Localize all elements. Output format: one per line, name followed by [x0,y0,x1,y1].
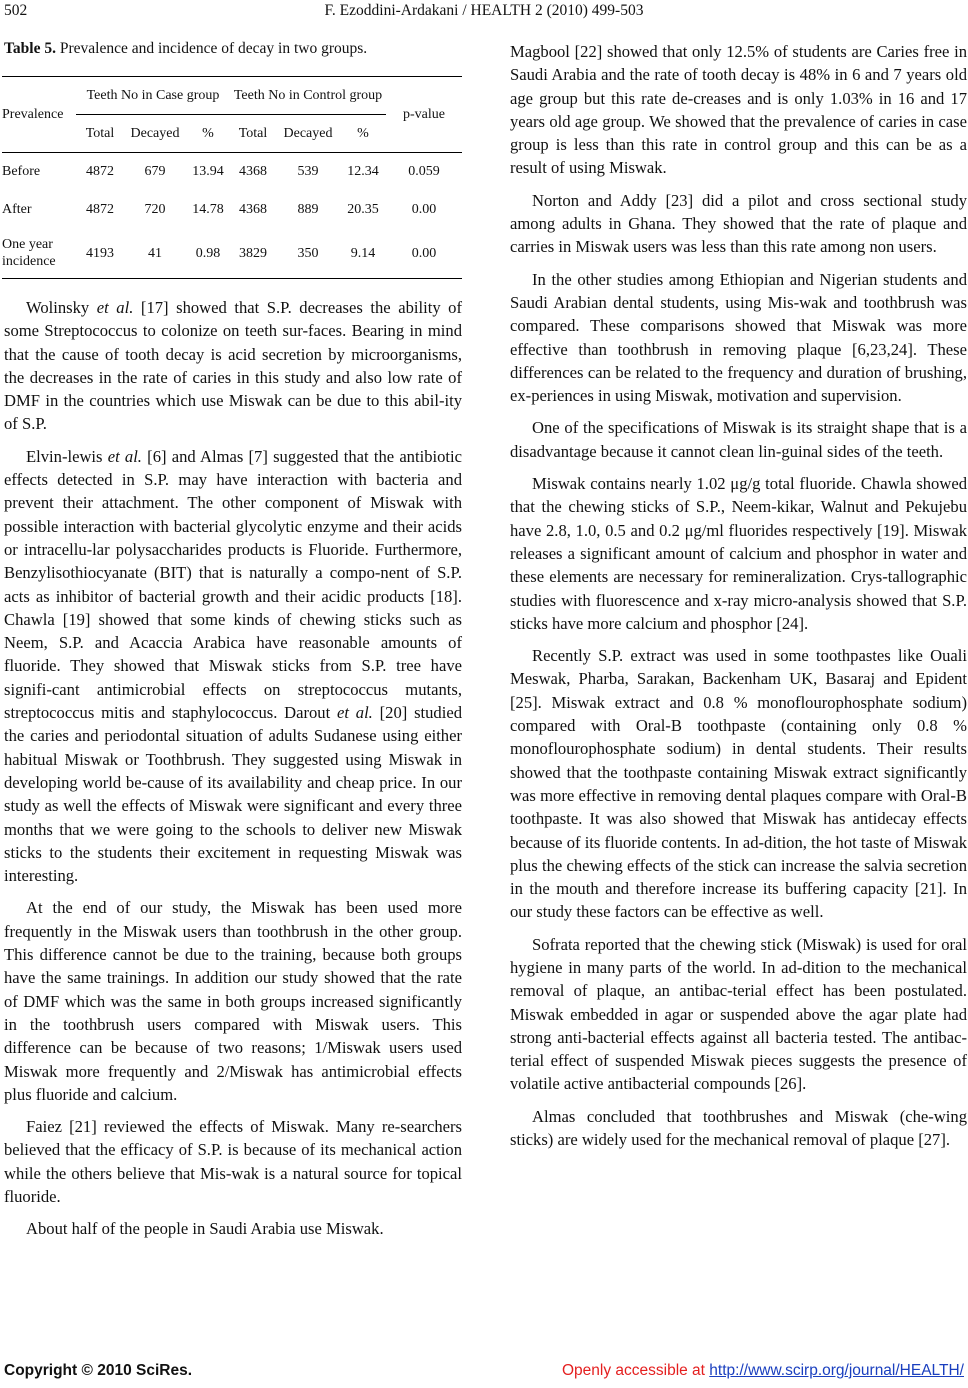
paragraph: Norton and Addy [23] did a pilot and cross sectional study among adults in Ghana. They showed that the rate of plaque and carries in Miswak users was less than this rate among non users. [510,190,967,257]
row-label [2,229,76,279]
cell: 539 [297,164,319,180]
text-run: [17] showed that S.P. decreases the ability of some Streptococcus to colonize on teeth sur-faces. Bearing in mind that the cause of tooth decay is acid secretion by microorganisms, the decreases in the rate of caries in this study and also low rate of DMF in the countries which use Miswak can be due to this abil-ity of S.P. [4,298,462,434]
header-control-group: Teeth No in Control group [230,77,386,115]
row-label-line: One year [2,237,53,253]
open-access-notice [562,1362,964,1380]
row-label: After [2,202,32,217]
table-row [2,153,462,191]
text-run: Elvin-lewis [26,446,108,466]
sub-header-pct: % [202,126,214,141]
paragraph [4,445,462,888]
text-run-italic: et al. [96,298,134,317]
header-pvalue: p-value [386,77,462,153]
table-caption-text: Prevalence and incidence of decay in two groups. [55,40,368,57]
cell: 4872 [86,202,114,217]
cell: 350 [297,245,319,261]
header-prevalence: Prevalence [2,77,76,153]
paragraph: Magbool [22] showed that only 12.5% of students are Caries free in Saudi Arabia and the rate of tooth decay is 48% in 6 and 7 years old age group but this rate de-creases and is only 1.03% in 16 and 17 years old age group. We showed that the prevalence of caries in case group is less than this rate in control group and this can be as a result of using Miswak. [510,42,967,178]
paragraph: One of the specifications of Miswak is its straight shape that is a disadvantage because it cannot clean lin-guinal sides of the teeth. [510,418,967,461]
cell: 679 [144,164,166,180]
left-column [4,296,462,1241]
table-caption-label: Table 5. [4,40,56,57]
cell: 0.00 [411,202,437,217]
cell: 4872 [86,164,114,180]
cell: 20.35 [347,202,379,217]
paragraph: Almas concluded that toothbrushes and Miswak (che-wing sticks) are widely used for the mechanical removal of plaque [27]. [510,1106,967,1150]
copyright-notice: Copyright © 2010 SciRes. [4,1362,193,1379]
row-label: Before [2,164,41,180]
running-head: F. Ezoddini-Ardakani / HEALTH 2 (2010) 499-503 [324,2,644,19]
paragraph: Sofrata reported that the chewing stick (Miswak) is used for oral hygiene in many parts of the world. In ad-dition to the mechanical removal of plaque, an antibac-terial effect has been postulated. Miswak embedded in agar or suspended above the agar plate had strong anti-bacterial effects against all bacteria tested. The antibac-terial effect of suspended Miswak pieces suggests the presence of volatile active antibacterial compounds [26]. [510,934,967,1094]
sub-header-total: Total [85,126,115,141]
cell: 14.78 [192,202,224,217]
paragraph: In the other studies among Ethiopian and Nigerian students and Saudi Arabian dental students, using Mis-wak and toothbrush was compared. These comparisons showed that Miswak was more effective than toothbrush in removing plaque [6,23,24]. These differences can be related to the frequency and duration of brushing, ex-periences in using Miswak, motivation and supervision. [510,269,967,406]
cell: 12.34 [347,164,379,180]
paragraph: About half of the people in Saudi Arabia use Miswak. [26,1219,384,1239]
page-number: 502 [4,2,28,19]
text-run-italic: et al. [337,703,373,723]
paragraph: Miswak contains nearly 1.02 μg/g total fluoride. Chawla showed that the chewing sticks of S.P., Neem-kikar, Walnut and Pekujebu have 2.8, 1.0, 0.5 and 0.2 μg/ml fluorides respectively [19]. Miswak releases a significant amount of calcium and phosphor in water and these elements are necessary for remineralization. Crys-tallographic studies with fluorescence and x-ray micro-analysis showed that S.P. sticks have more calcium and phosphor [24]. [510,474,967,633]
paragraph: Faiez [21] reviewed the effects of Miswak. Many re-searchers believed that the efficacy of S.P. is because of its mechanical action while the others believe that Mis-wak is a natural source for topical fluoride. [4,1117,462,1206]
prevalence-table [2,76,462,279]
cell: 4368 [239,164,267,180]
table-caption [4,40,462,58]
table-row [2,229,462,279]
cell: 3829 [239,245,267,261]
cell: 889 [297,202,319,217]
cell: 4193 [86,245,114,261]
sub-header-decayed: Decayed [130,126,180,141]
header-case-group: Teeth No in Case group [76,77,230,115]
open-access-text: Openly accessible at [561,1362,710,1379]
cell: 0.059 [408,164,440,180]
row-label-line: incidence [2,254,56,270]
cell: 4368 [239,202,267,217]
cell: 0.98 [195,245,221,261]
cell: 9.14 [350,245,376,261]
cell: 41 [148,245,162,261]
cell: 13.94 [192,164,224,180]
sub-header-pct: % [357,126,369,141]
text-run: [6] and Almas [7] suggested that the antibiotic effects detected in S.P. may have interaction with bacteria and prevent their attachment. The other component of Miswak with possible interaction with bacterial glycolytic enzyme and their acids or intracellu-lar polysaccharides products is Fluoride. Furthermore, Benzylisothiocyanate (BIT) that is naturally a compo-nent of S.P. acts as inhibitor of bacterial growth and their acidic products [18]. Chawla [19] showed that some kinds of chewing sticks such as Neem, S.P. and Acaccia Arabica have reasonable amounts of fluoride. They showed that Miswak sticks from S.P. tree have signifi-cant antimicrobial effects on streptococcus mutants, streptococcus mitis and staphylococcus. Darout [4,446,462,723]
right-column [510,40,967,1151]
paragraph: At the end of our study, the Miswak has been used more frequently in the Miswak users than toothbrush in the other group. This difference cannot be due to the training, because both groups have the same trainings. In addition our study showed that the rate of DMF which was the same in both groups increased significantly in the toothbrush users compared with Miswak users. This difference can be because of two reasons; 1/Miswak users used Miswak more frequently and 2/Miswak has antimicrobial effects plus fluoride and calcium. [4,898,462,1104]
cell: 720 [144,202,166,217]
sub-header-total: Total [238,126,268,141]
paragraph [4,296,462,436]
text-run: Wolinsky [26,298,97,317]
cell: 0.00 [411,245,437,261]
text-run-italic: et al. [107,446,142,466]
sub-header-decayed: Decayed [283,126,333,141]
text-run: [20] studied the caries and periodontal situation of adults Sudanese using either habitual Miswak or Toothbrush. They suggested using Miswak in developing world be-cause of its availability and cheap price. In our study as well the effects of Miswak were significant and every three months that we were going to the schools to deliver new Miswak sticks to the students their excitement in requesting Miswak was interesting. [4,703,462,886]
paragraph: Recently S.P. extract was used in some toothpastes like Ouali Meswak, Pharba, Sarakan, Backenham UK, Basaraj and Epident [25]. Miswak extract and 0.8 % monoflourophosphate sodium) compared with Oral-B toothpaste (containing only 0.8 % monoflourophosphate sodium) in dental students. Their results showed that the toothpaste containing Miswak extract significantly was more effective in removing dental plaques compare with Oral-B toothpaste. It was also showed that Miswak has antidecay effects because of its fluoride contents. In ad-dition, the hot taste of Miswak plus the chewing effects of the stick can increase the salvia secretion in the mouth and therefore increase its buffering capacity [21]. In our study these factors can be effective as well. [510,646,967,922]
table-row [2,191,462,229]
page-header [0,2,968,24]
journal-link[interactable]: http://www.scirp.org/journal/HEALTH/ [709,1362,964,1379]
